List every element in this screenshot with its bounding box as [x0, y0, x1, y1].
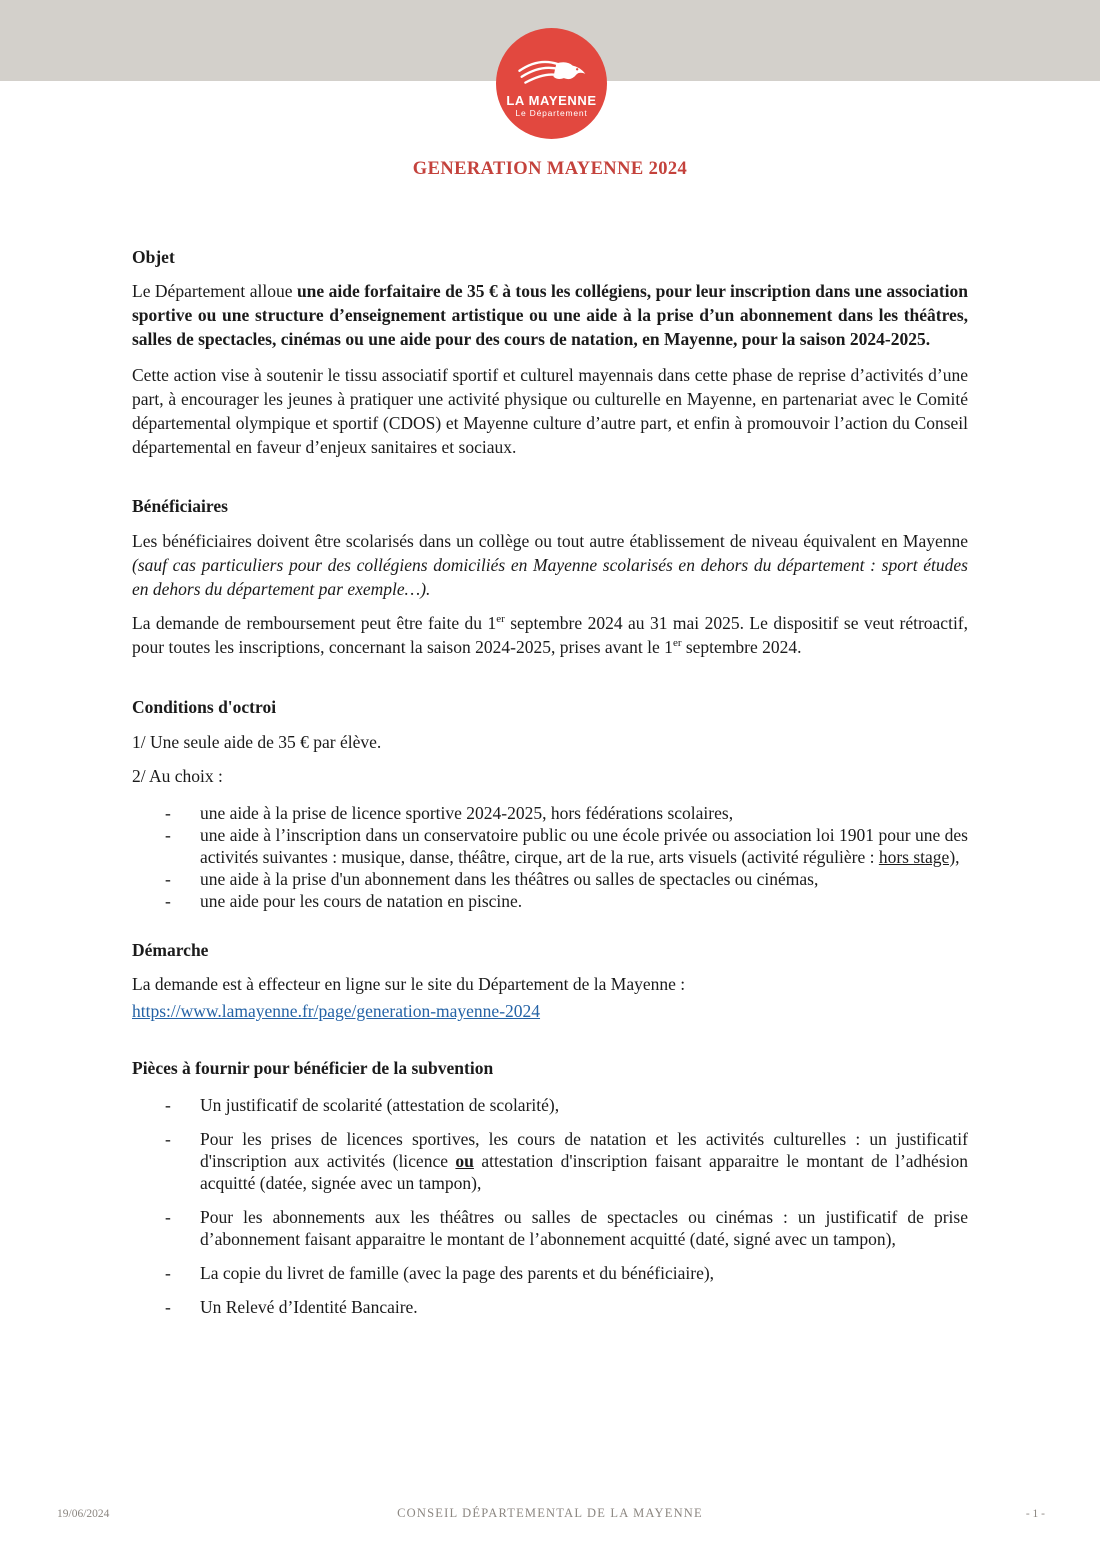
generation-mayenne-link[interactable]: https://www.lamayenne.fr/page/generation-mayenne-2024 — [132, 1001, 541, 1021]
benef-p2-part3: septembre 2024. — [681, 637, 802, 657]
footer-organization: CONSEIL DÉPARTEMENTAL DE LA MAYENNE — [397, 1506, 703, 1520]
bullet-dash: - — [165, 869, 171, 889]
heading-objet: Objet — [132, 247, 175, 267]
list-item — [132, 802, 968, 824]
list-item — [132, 1128, 968, 1194]
objet-paragraph-1 — [132, 279, 968, 351]
benef-p2-sup1: er — [496, 613, 505, 626]
bullet-dash: - — [165, 1095, 171, 1115]
heading-demarche: Démarche — [132, 940, 209, 960]
conditions-bullet-list — [132, 802, 968, 912]
document-title: GENERATION MAYENNE 2024 — [412, 159, 688, 179]
logo-subtitle: Le Département — [515, 108, 588, 119]
objet-p1-bold: une aide forfaitaire de 35 € à tous les collégiens, pour leur inscription dans une association sportive ou une structure d’enseignement artistique ou une aide à la prise d’un abonnement dans les théâtres, salles de spectacles, cinémas ou une aide pour des cours de natation, en Mayenne, pour la saison 2024-2025. — [132, 281, 968, 349]
list-item — [132, 868, 968, 890]
demarche-paragraph — [132, 971, 968, 1025]
conditions-item-3: une aide à la prise d'un abonnement dans les théâtres ou salles de spectacles ou cinémas, — [200, 869, 819, 889]
benef-p1-lead: Les bénéficiaires doivent être scolarisés dans un collège ou tout autre établissement de niveau équivalent en Mayenne — [132, 531, 968, 551]
objet-p1-lead: Le Département alloue — [132, 281, 297, 301]
heading-conditions: Conditions d'octroi — [132, 697, 277, 717]
conditions-item-2 — [200, 824, 968, 868]
benef-p2-part2: septembre 2024 au 31 mai 2025. Le dispositif se veut rétroactif, pour toutes les inscriptions, concernant la saison 2024-2025, prises avant le 1 — [132, 613, 969, 657]
beneficiaires-paragraph-1 — [132, 529, 968, 601]
page-footer — [0, 1506, 1100, 1530]
objet-paragraph-2: Cette action vise à soutenir le tissu associatif sportif et culturel mayennais dans cette phase de reprise d’activités d’une part, à encourager les jeunes à pratiquer une activité physique ou culturelle en Mayenne, en partenariat avec le Comité départemental olympique et sportif (CDOS) et Mayenne culture d’autre part, et enfin à promouvoir l’action du Conseil départemental en faveur d’enjeux sanitaires et sociaux. — [132, 365, 968, 457]
bullet-dash: - — [165, 1207, 171, 1227]
conditions-item-1: une aide à la prise de licence sportive 2024-2025, hors fédérations scolaires, — [200, 803, 734, 823]
conditions-item-4: une aide pour les cours de natation en piscine. — [200, 891, 523, 911]
benef-p2-sup2: er — [672, 637, 682, 650]
pieces-item-2-lead: Pour les prises de licences sportives, les cours de natation et les activités culturelles : un justificatif d'inscription aux activités (licence — [200, 1129, 968, 1171]
pieces-item-2-ou: ou — [455, 1151, 474, 1171]
conditions-rule-1: 1/ Une seule aide de 35 € par élève. — [132, 732, 382, 752]
heading-pieces: Pièces à fournir pour bénéficier de la subvention — [132, 1058, 494, 1078]
pegasus-horse-icon — [515, 54, 589, 94]
list-item — [132, 1262, 968, 1284]
pieces-item-2-tail: attestation d'inscription faisant apparaitre le montant de l’adhésion acquitté (datée, signée avec un tampon), — [200, 1151, 968, 1193]
mayenne-logo — [496, 28, 607, 139]
list-item — [132, 1206, 968, 1250]
list-item — [132, 824, 968, 868]
heading-beneficiaires: Bénéficiaires — [132, 496, 228, 516]
logo-title: LA MAYENNE — [506, 92, 597, 108]
bullet-dash: - — [165, 1129, 171, 1149]
beneficiaires-paragraph-2 — [132, 611, 968, 659]
list-item — [132, 1296, 968, 1318]
footer-page-number: - 1 - — [1025, 1508, 1045, 1520]
bullet-dash: - — [165, 825, 171, 845]
pieces-bullet-list — [132, 1094, 968, 1318]
bullet-dash: - — [165, 1263, 171, 1283]
benef-p2-part1: La demande de remboursement peut être faite du 1 — [132, 613, 497, 633]
conditions-item-2-lead: une aide à l’inscription dans un conservatoire public ou une école privée ou association loi 1901 pour une des activités suivantes : musique, danse, théâtre, cirque, art de la rue, arts visuels (activité régulière : — [200, 825, 968, 867]
pieces-item-2 — [200, 1128, 968, 1194]
document-body — [0, 159, 1100, 1318]
bullet-dash: - — [165, 803, 171, 823]
bullet-dash: - — [165, 891, 171, 911]
list-item — [132, 890, 968, 912]
list-item — [132, 1094, 968, 1116]
pieces-item-5: Un Relevé d’Identité Bancaire. — [200, 1297, 418, 1317]
footer-date: 19/06/2024 — [57, 1508, 110, 1520]
pieces-item-3: Pour les abonnements aux les théâtres ou salles de spectacles ou cinémas : un justificatif de prise d’abonnement faisant apparaitre le montant de l’abonnement acquitté (daté, signé avec un tampon), — [200, 1207, 968, 1249]
demarche-text: La demande est à effecteur en ligne sur le site du Département de la Mayenne : — [132, 974, 686, 994]
benef-p1-italic: (sauf cas particuliers pour des collégiens domiciliés en Mayenne scolarisés en dehors du département : sport études en dehors du département par exemple…). — [132, 555, 968, 599]
bullet-dash: - — [165, 1297, 171, 1317]
pieces-item-4: La copie du livret de famille (avec la page des parents et du bénéficiaire), — [200, 1263, 715, 1283]
conditions-item-2-underline: hors stage), — [878, 847, 960, 867]
conditions-rule-2: 2/ Au choix : — [132, 766, 223, 786]
pieces-item-1: Un justificatif de scolarité (attestation de scolarité), — [200, 1095, 560, 1115]
